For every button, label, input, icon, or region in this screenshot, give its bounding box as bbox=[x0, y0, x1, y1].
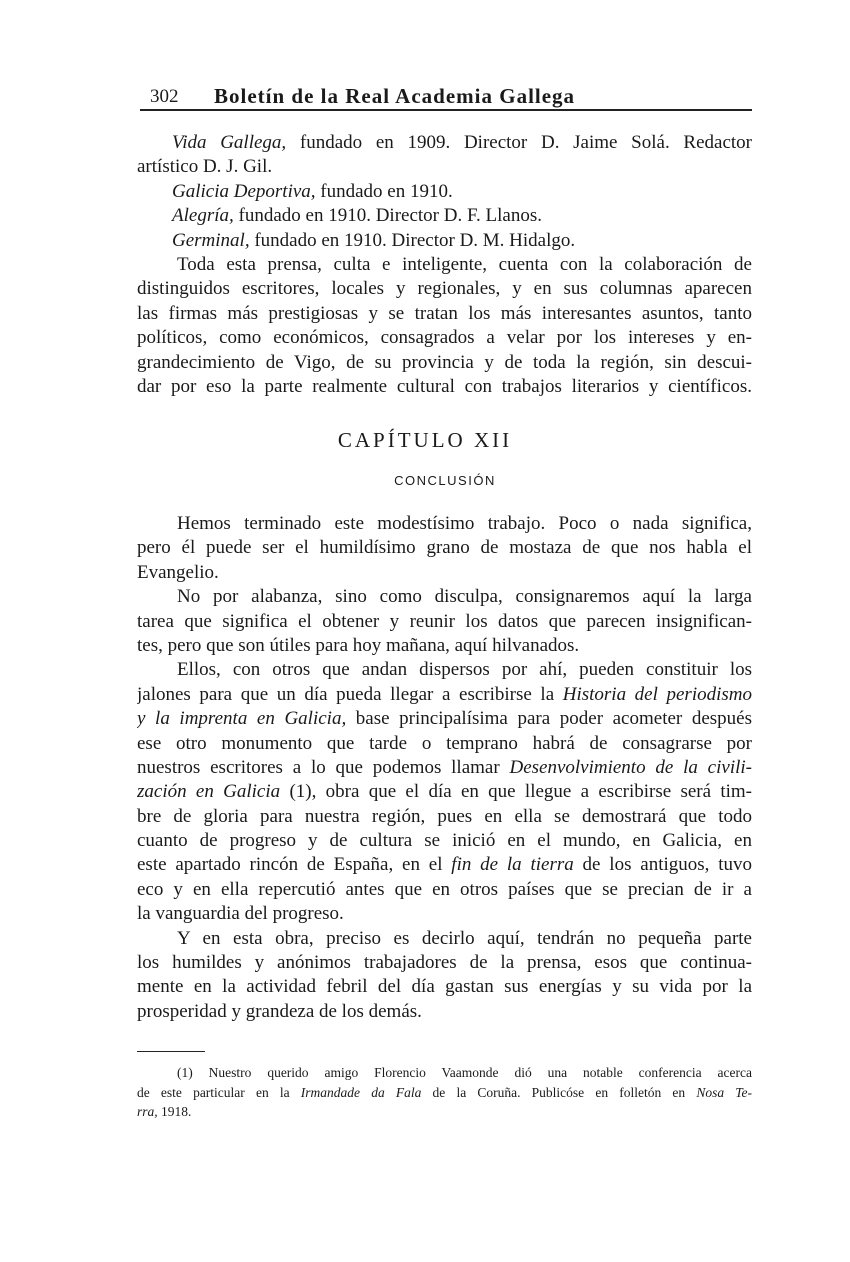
header-rule bbox=[140, 109, 752, 111]
paragraph bbox=[137, 1063, 752, 1122]
paragraph bbox=[137, 131, 752, 180]
italic-text: Germinal, bbox=[172, 229, 250, 251]
text: dar por eso la parte realmente cultural con trabajos literarios y científicos. bbox=[137, 375, 752, 397]
text-line bbox=[137, 780, 752, 804]
italic-text: Nosa Te- bbox=[696, 1084, 752, 1100]
text: (1) Nuestro querido amigo Florencio Vaamonde dió una notable conferencia acerca bbox=[177, 1065, 752, 1080]
paragraph bbox=[137, 512, 752, 585]
paragraph bbox=[137, 927, 752, 1025]
text: base principalísima para poder acometer después bbox=[346, 708, 752, 730]
text-line bbox=[137, 853, 752, 877]
text-line bbox=[137, 658, 752, 682]
text-line bbox=[137, 561, 752, 585]
text-line bbox=[137, 975, 752, 999]
text: ese otro monumento que tarde o temprano habrá de consagrarse por bbox=[137, 732, 752, 754]
text-line bbox=[137, 634, 752, 658]
text: bre de gloria para nuestra región, pues en ella se demostrará que todo bbox=[137, 805, 752, 827]
text-line bbox=[137, 536, 752, 560]
paragraph bbox=[137, 658, 752, 926]
italic-text: zación en Galicia bbox=[137, 781, 281, 803]
chapter-title: CAPÍTULO XII bbox=[337, 428, 513, 452]
italic-text: rra, bbox=[137, 1104, 158, 1119]
text: mente en la actividad febril del día gastan sus energías y su vida por la bbox=[137, 976, 752, 998]
text-line bbox=[137, 732, 752, 756]
footnote-rule bbox=[137, 1051, 205, 1052]
text-line bbox=[137, 302, 752, 326]
text-line bbox=[137, 326, 752, 350]
text-line bbox=[137, 1063, 752, 1083]
running-title: Boletín de la Real Academia Gallega bbox=[214, 84, 576, 108]
text: los humildes y anónimos trabajadores de la prensa, esos que continua- bbox=[137, 952, 752, 974]
paragraph bbox=[137, 229, 752, 253]
italic-text: y la imprenta en Galicia, bbox=[137, 708, 347, 730]
text: cuanto de progreso y de cultura se inició en el mundo, en Galicia, en bbox=[137, 830, 752, 852]
text-line bbox=[137, 512, 752, 536]
text: eco y en ella repercutió antes que en otros países que se precian de ir a bbox=[137, 878, 752, 900]
text-line bbox=[137, 610, 752, 634]
text: jalones para que un día pueda llegar a escribirse la bbox=[137, 683, 563, 705]
text: distinguidos escritores, locales y regionales, y en sus columnas aparecen bbox=[137, 278, 752, 300]
paragraph bbox=[137, 253, 752, 399]
paragraph bbox=[137, 585, 752, 658]
text-line bbox=[137, 927, 752, 951]
text: este apartado rincón de España, en el bbox=[137, 854, 452, 876]
text-line bbox=[137, 951, 752, 975]
text: nuestros escritores a lo que podemos llamar bbox=[137, 756, 510, 778]
text-line bbox=[137, 805, 752, 829]
text: fundado en 1910. Director D. M. Hidalgo. bbox=[249, 229, 576, 251]
footnote bbox=[137, 1063, 752, 1122]
text-line bbox=[137, 351, 752, 375]
text-line bbox=[137, 1083, 752, 1103]
text-line bbox=[137, 180, 752, 204]
text: fundado en 1910. bbox=[315, 180, 453, 202]
italic-text: Historia del periodismo bbox=[562, 683, 752, 705]
text: grandecimiento de Vigo, de su provincia y de toda la región, sin descui- bbox=[137, 351, 752, 373]
text: fundado en 1910. Director D. F. Llanos. bbox=[233, 205, 542, 227]
text-line bbox=[137, 277, 752, 301]
text-line bbox=[137, 707, 752, 731]
text: de los antiguos, tuvo bbox=[573, 854, 752, 876]
chapter-subtitle: CONCLUSIÓN bbox=[394, 473, 496, 488]
paragraph bbox=[137, 204, 752, 228]
text: de la Coruña. Publicóse en folletón en bbox=[421, 1084, 697, 1100]
text: 1918. bbox=[157, 1104, 192, 1119]
text: las firmas más prestigiosas y se tratan los más interesantes asuntos, tanto bbox=[137, 302, 752, 324]
text: Hemos terminado este modestísimo trabajo. Poco o nada significa, bbox=[177, 513, 752, 534]
text: la vanguardia del progreso. bbox=[137, 903, 344, 925]
italic-text: Alegría, bbox=[172, 205, 234, 227]
italic-text: Vida Gallega, bbox=[172, 132, 287, 153]
text: (1), obra que el día en que llegue a escribirse será tim- bbox=[280, 781, 752, 803]
text-line bbox=[137, 829, 752, 853]
section-periodicals bbox=[137, 131, 752, 399]
section-conclusion bbox=[137, 512, 752, 1024]
text-line bbox=[137, 229, 752, 253]
text-line bbox=[137, 878, 752, 902]
text: de este particular en la bbox=[137, 1084, 301, 1100]
italic-text: Desenvolvimiento de la civili- bbox=[509, 756, 752, 778]
italic-text: Irmandade da Fala bbox=[300, 1084, 422, 1100]
text-line bbox=[137, 1102, 752, 1122]
text-line bbox=[137, 585, 752, 609]
text: Toda esta prensa, culta e inteligente, cuenta con la colaboración de bbox=[177, 253, 752, 275]
text-line bbox=[137, 131, 752, 155]
text: No por alabanza, sino como disculpa, consignaremos aquí la larga bbox=[177, 586, 752, 608]
text-line bbox=[137, 155, 752, 179]
italic-text: fin de la tierra bbox=[451, 854, 574, 876]
text-line bbox=[137, 756, 752, 780]
text: políticos, como económicos, consagrados a velar por los intereses y en- bbox=[137, 327, 752, 349]
text: tes, pero que son útiles para hoy mañana, aquí hilvanados. bbox=[137, 634, 580, 656]
text: Evangelio. bbox=[137, 561, 219, 583]
text: artístico D. J. Gil. bbox=[137, 156, 273, 178]
text-line bbox=[137, 902, 752, 926]
page-number: 302 bbox=[150, 86, 179, 107]
text: tarea que significa el obtener y reunir los datos que parecen insignifican- bbox=[137, 610, 752, 632]
text: Ellos, con otros que andan dispersos por ahí, pueden constituir los bbox=[177, 659, 752, 681]
text: pero él puede ser el humildísimo grano de mostaza de que nos habla el bbox=[137, 537, 752, 559]
paragraph bbox=[137, 180, 752, 204]
italic-text: Galicia Deportiva, bbox=[172, 180, 316, 202]
text-line bbox=[137, 683, 752, 707]
text: fundado en 1909. Director D. Jaime Solá. Redactor bbox=[286, 132, 752, 153]
text: prosperidad y grandeza de los demás. bbox=[137, 1000, 422, 1022]
text-line bbox=[137, 204, 752, 228]
text: Y en esta obra, preciso es decirlo aquí, tendrán no pequeña parte bbox=[177, 927, 752, 949]
text-line bbox=[137, 375, 752, 399]
text-line bbox=[137, 253, 752, 277]
text-line bbox=[137, 1000, 752, 1024]
